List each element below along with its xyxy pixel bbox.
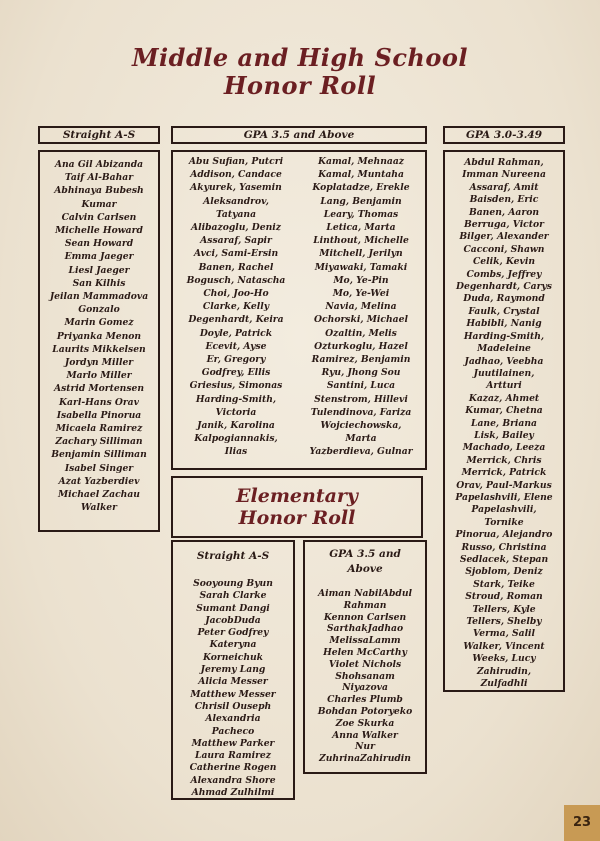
name-item: Jeremy Lang — [200, 664, 266, 676]
name-item: Addison, Candace — [190, 169, 282, 181]
name-item: Choi, Joo-Ho — [203, 288, 269, 300]
name-item: Korneichuk — [202, 651, 264, 663]
name-item: Avci, Sami-Ersin — [193, 248, 279, 260]
name-item: Zulfadhli — [480, 678, 528, 690]
name-item: Baisden, Eric — [469, 194, 539, 206]
name-item: Juutilainen, — [473, 367, 535, 379]
name-item: Lane, Briana — [470, 417, 538, 429]
name-item: Linthout, Michelle — [313, 235, 409, 247]
name-item: Bogusch, Natascha — [186, 274, 286, 286]
name-item: Ahmad Zulhilmi — [191, 787, 275, 799]
name-item: Orav, Paul-Markus — [456, 479, 552, 491]
name-item: Sean Howard — [64, 238, 134, 250]
name-item: Zoe Skurka — [335, 717, 395, 729]
name-item: Micaela Ramirez — [55, 423, 143, 435]
name-item: Ryu, Jhong Sou — [321, 367, 401, 379]
elementary-banner — [171, 476, 423, 538]
name-item: Sarah Clarke — [199, 590, 267, 602]
name-item: Astrid Mortensen — [53, 383, 145, 395]
name-item: Kamal, Muntaha — [318, 169, 404, 181]
name-item: Mitchell, Jerilyn — [319, 248, 403, 260]
name-item: Tulendinova, Fariza — [310, 406, 412, 418]
name-item: Wojciechowska, — [320, 420, 402, 432]
name-item: Kamal, Mehnaaz — [318, 156, 404, 167]
name-item: Navia, Melina — [325, 301, 397, 313]
name-item: Liesl Jaeger — [68, 264, 130, 276]
name-item: Duda, Raymond — [463, 293, 545, 305]
name-item: Abdul Rahman, — [464, 157, 544, 168]
name-item: Griesius, Simonas — [189, 380, 283, 392]
name-item: Anna Walker — [332, 729, 398, 741]
name-item: Marin Gomez — [64, 317, 134, 329]
name-item: Ecevit, Ayse — [205, 340, 267, 352]
name-item: Rahman — [343, 599, 387, 611]
name-item: Stenstrom, Hillevi — [314, 393, 408, 405]
name-item: Matthew Messer — [190, 688, 276, 700]
name-item: Sedlacek, Stepan — [459, 554, 549, 565]
name-item: Gonzalo — [78, 304, 120, 316]
name-item: Jordyn Miller — [64, 357, 134, 369]
name-item: Nur — [355, 741, 375, 753]
gpa30-list — [441, 157, 567, 690]
name-item: Taif Al-Bahar — [64, 172, 134, 184]
name-item: Kateryna — [209, 639, 257, 651]
name-item: Celik, Kevin — [472, 256, 536, 268]
page-title-line1: Middle and High School — [131, 43, 469, 72]
name-item: Koplatadze, Erekle — [312, 182, 410, 194]
name-item: Yazberdieva, Gulnar — [309, 446, 413, 458]
name-item: Marta — [345, 433, 377, 445]
name-item: Catherine Rogen — [189, 762, 277, 774]
name-item: Isabella Pinorua — [56, 409, 142, 421]
name-item: Tatyana — [215, 208, 257, 220]
name-item: Jadhao, Veebha — [464, 355, 544, 367]
name-item: Abu Sufian, Putcri — [188, 156, 284, 167]
name-item: Pinorua, Alejandro — [455, 529, 553, 541]
name-item: Doyle, Patrick — [199, 327, 273, 339]
name-item: Tornike — [484, 516, 524, 528]
name-item: Aiman NabilAbdul — [317, 588, 413, 599]
name-item: Santini, Luca — [326, 380, 396, 392]
name-item: Alibazoglu, Deniz — [190, 222, 282, 234]
name-item: Kalpogiannakis, — [194, 433, 278, 445]
name-item: Machado, Leeza — [462, 442, 546, 454]
name-item: Assaraf, Sapir — [200, 235, 272, 247]
name-item: Stroud, Roman — [465, 591, 543, 603]
name-item: Imman Nureena — [462, 169, 546, 181]
name-item: Benjamin Silliman — [51, 449, 147, 461]
name-item: Peter Godfrey — [197, 627, 269, 639]
name-item: Charles Plumb — [327, 694, 403, 706]
name-item: Michael Zachau — [58, 489, 140, 501]
name-item: Sumant Dangi — [196, 602, 270, 614]
name-item: Er, Gregory — [206, 354, 266, 366]
name-item: Lang, Benjamin — [320, 195, 402, 207]
name-item: Mo, Ye-Pin — [333, 274, 389, 286]
name-item: Jeilan Mammadova — [49, 291, 149, 303]
name-item: Aleksandrov, — [203, 195, 269, 207]
name-item: Janik, Karolina — [197, 420, 275, 432]
name-item: Walker, Vincent — [463, 640, 545, 652]
name-item: Alexandria — [205, 713, 261, 725]
straight-as-list — [38, 158, 160, 514]
name-item: Sjoblom, Deniz — [465, 566, 543, 578]
name-item: San Kilhis — [72, 277, 126, 289]
name-item: SarthakJadhao — [326, 623, 404, 635]
name-item: Laura Ramirez — [195, 750, 271, 762]
name-item: Shohsanam — [335, 670, 395, 682]
name-item: Kumar — [81, 198, 117, 210]
name-item: Zachary Silliman — [55, 436, 143, 448]
name-item: Emma Jaeger — [64, 251, 134, 263]
name-item: Miyawaki, Tamaki — [314, 261, 408, 273]
name-item: Ana Gil Abizanda — [54, 159, 144, 170]
name-item: Walker — [80, 502, 117, 514]
name-item: Combs, Jeffrey — [466, 268, 542, 280]
name-item: Karl-Hans Orav — [59, 396, 139, 408]
name-item: MelissaLamm — [329, 635, 401, 647]
elem-straight-heading: Straight A-S — [196, 550, 270, 562]
elem-gpa35-heading-line1: GPA 3.5 and — [329, 548, 401, 560]
name-item: Russo, Christina — [461, 541, 547, 553]
name-item: Degenhardt, Carys — [456, 281, 552, 293]
name-item: ZuhrinaZahirudin — [319, 753, 411, 765]
name-item: Godfrey, Ellis — [201, 367, 271, 379]
name-item: Lisk, Bailey — [474, 429, 534, 441]
name-item: Harding-Smith, — [463, 330, 545, 342]
name-item: Kumar, Chetna — [465, 405, 543, 417]
gpa30-heading: GPA 3.0-3.49 — [443, 126, 565, 144]
name-item: Abhinaya Bubesh — [54, 185, 144, 197]
name-item: Tellers, Shelby — [466, 616, 542, 628]
name-item: Kazaz, Ahmet — [468, 392, 540, 404]
name-item: Akyurek, Yasemin — [190, 182, 282, 194]
name-item: Verma, Salil — [472, 628, 536, 640]
name-item: Mo, Ye-Wei — [332, 288, 390, 300]
name-item: Ramirez, Benjamin — [311, 354, 411, 366]
gpa35-heading: GPA 3.5 and Above — [171, 126, 427, 144]
name-item: Habibli, Nanig — [466, 318, 542, 330]
name-item: Bohdan Potoryeko — [317, 705, 413, 717]
name-item: Priyanka Menon — [56, 330, 142, 342]
name-item: Azat Yazberdiev — [58, 475, 140, 487]
page-number: 23 — [564, 805, 600, 841]
page-title-line2: Honor Roll — [223, 71, 377, 100]
straight-as-heading: Straight A-S — [38, 126, 160, 144]
name-item: Laurits Mikkelsen — [52, 343, 146, 355]
elem-gpa35-list — [303, 588, 427, 765]
name-item: Violet Nichols — [328, 658, 402, 670]
name-item: Zahirudin, — [476, 665, 532, 677]
name-item: Cacconi, Shawn — [463, 243, 545, 255]
name-item: Ochorski, Michael — [314, 314, 408, 326]
name-item: Alicia Messer — [198, 676, 268, 688]
name-item: Madeleine — [477, 343, 531, 355]
name-item: Banen, Rachel — [198, 261, 274, 273]
name-item: Kennon Carlsen — [323, 611, 407, 623]
name-item: Niyazova — [342, 682, 388, 694]
name-item: Matthew Parker — [191, 737, 275, 749]
name-item: Pacheco — [211, 725, 255, 737]
elem-straight-list — [171, 578, 295, 799]
name-item: Harding-Smith, — [195, 393, 277, 405]
name-item: Degenhardt, Keira — [188, 314, 284, 326]
name-item: Leary, Thomas — [323, 208, 399, 220]
name-item: Sooyoung Byun — [193, 578, 273, 589]
name-item: Ilias — [224, 446, 248, 458]
name-item: Isabel Singer — [64, 462, 134, 474]
name-item: Victoria — [215, 406, 257, 418]
name-item: Merrick, Patrick — [461, 467, 547, 479]
name-item: Berruga, Victor — [463, 219, 544, 231]
gpa35-list-col1 — [171, 155, 301, 459]
name-item: Papelashvili, — [471, 504, 537, 516]
name-item: Marlo Miller — [66, 370, 132, 382]
name-item: Weeks, Lucy — [472, 653, 536, 665]
name-item: Banen, Aaron — [468, 206, 540, 218]
name-item: Alexandra Shore — [190, 774, 276, 786]
name-item: Faulk, Crystal — [468, 305, 540, 317]
name-item: Assaraf, Amit — [469, 181, 539, 193]
name-item: Tellers, Kyle — [472, 603, 536, 615]
name-item: Papelashvili, Elene — [455, 491, 553, 503]
name-item: Ozturkoglu, Hazel — [314, 340, 408, 352]
name-item: Chrisil Ouseph — [194, 700, 272, 712]
name-item: Michelle Howard — [55, 225, 143, 237]
name-item: Merrick, Chris — [466, 454, 542, 466]
name-item: Letica, Marta — [326, 222, 396, 234]
name-item: Clarke, Kelly — [202, 301, 270, 313]
name-item: Artturi — [486, 380, 522, 392]
name-item: Bilger, Alexander — [459, 231, 549, 243]
elementary-title-line1: Elementary — [236, 485, 358, 507]
gpa35-list-col2 — [296, 155, 426, 459]
name-item: Helen McCarthy — [323, 646, 407, 658]
elem-gpa35-heading-line2: Above — [347, 563, 383, 575]
name-item: Ozaltin, Melis — [325, 327, 397, 339]
name-item: Calvin Carlsen — [61, 211, 137, 223]
name-item: Stark, Teike — [473, 578, 535, 590]
name-item: JacobDuda — [205, 614, 261, 626]
elementary-title-line2: Honor Roll — [238, 507, 356, 529]
